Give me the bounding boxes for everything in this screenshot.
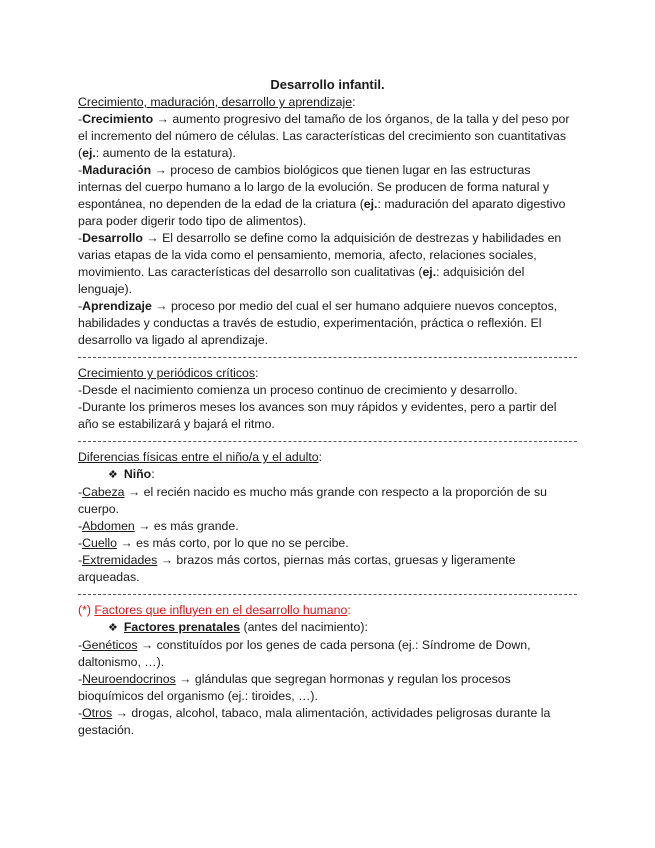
paragraph-nacimiento: -Desde el nacimiento comienza un proceso continuo de crecimiento y desarrollo. [78,383,518,397]
list-item: -Neuroendocrinos → glándulas que segregan hormonas y regulan los procesos bioquímicos del organismo (ej.: tiroides, …). [78,672,511,703]
diamond-bullet-icon: ❖ [108,622,118,634]
term-maduracion: Maduración [82,163,152,177]
list-item: -Otros → drogas, alcohol, tabaco, mala alimentación, actividades peligrosas durante la gestación. [78,706,551,737]
list-item: -Cuello → es más corto, por lo que no se percibe. [78,536,349,550]
dashed-divider [78,357,577,358]
list-item: -Genéticos → constituídos por los genes de cada persona (ej.: Síndrome de Down, daltonismo, …). [78,638,531,669]
dashed-divider [78,441,577,442]
list-item: -Cabeza → el recién nacido es mucho más grande con respecto a la proporción de su cuerpo. [78,485,547,516]
document-title: Desarrollo infantil. [270,77,385,92]
term-desarrollo: Desarrollo [82,231,143,245]
term-crecimiento: Crecimiento [82,112,154,126]
section-heading-factores: (*) Factores que influyen en el desarrollo humano: [78,603,351,617]
section-heading-diferencias: Diferencias físicas entre el niño/a y el adulto: [78,450,323,464]
list-item: -Extremidades → brazos más cortos, piernas más cortas, gruesas y ligeramente arqueadas. [78,553,516,584]
paragraph-desarrollo: -Desarrollo → El desarrollo se define como la adquisición de destrezas y habilidades en varias etapas de la vida como el pensamiento, memoria, afecto, relaciones sociales, movimiento. Las características del desarrollo son cualitativas (ej.: adquisición del lenguaje). [78,231,562,296]
paragraph-crecimiento: -Crecimiento → aumento progresivo del tamaño de los órganos, de la talla y del peso por el incremento del número de células. Las características del crecimiento son cuantitativas (ej.: aumento de la estatura). [78,112,570,160]
list-item: -Abdomen → es más grande. [78,519,239,533]
term-aprendizaje: Aprendizaje [82,299,152,313]
bullet-nino: ❖ Niño: [108,467,155,481]
section-heading-periodos: Crecimiento y periódicos críticos: [78,366,259,380]
bullet-factores-prenatales: ❖ Factores prenatales (antes del nacimiento): [108,620,368,634]
paragraph-primeros-meses: -Durante los primeros meses los avances son muy rápidos y evidentes, pero a partir del año se estabilizará y bajará el ritmo. [78,400,557,431]
diamond-bullet-icon: ❖ [108,469,118,481]
paragraph-maduracion: -Maduración → proceso de cambios biológicos que tienen lugar en las estructuras internas del cuerpo humano a lo largo de la evolución. Se producen de forma natural y espontánea, no dependen de la edad de la criatura (ej.: maduración del aparato digestivo para poder digerir todo tipo de alimentos). [78,163,566,228]
paragraph-aprendizaje: -Aprendizaje → proceso por medio del cual el ser humano adquiere nuevos conceptos, habilidades y conductas a través de estudio, experimentación, práctica o reflexión. El desarrollo va ligado al aprendizaje. [78,299,558,347]
section-heading-crecimiento: Crecimiento, maduración, desarrollo y aprendizaje: [78,95,356,109]
dashed-divider [78,594,577,595]
